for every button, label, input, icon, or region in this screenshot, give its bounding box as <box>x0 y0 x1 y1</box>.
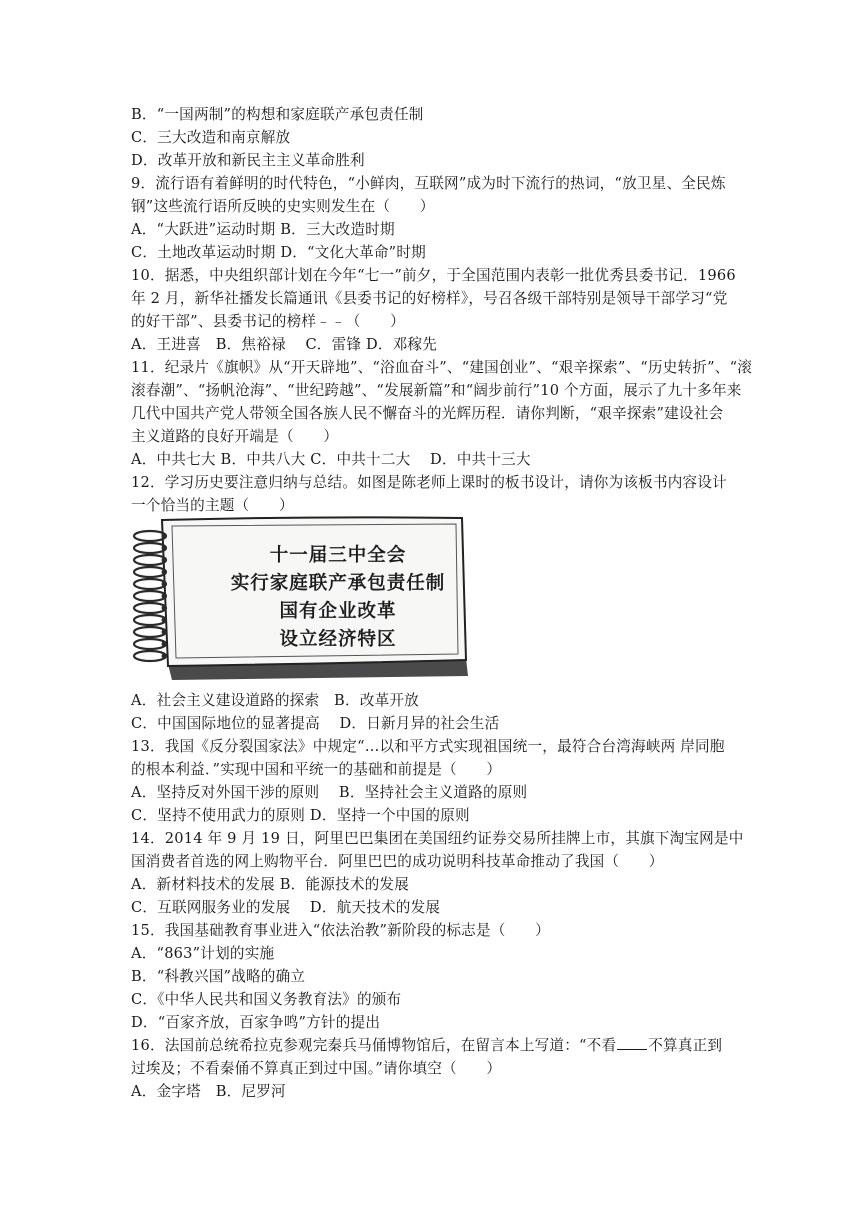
option-line: A．金字塔 B．尼罗河 <box>131 1083 286 1100</box>
board-content <box>208 542 468 654</box>
question-9-line: 9．流行语有着鲜明的时代特色，“小鲜肉，互联网”成为时下流行的热词，“放卫星、全民炼 <box>131 175 726 192</box>
option-line: C．中国国际地位的显著提高 D．日新月异的社会生活 <box>131 715 500 732</box>
question-9-line: 钢”这些流行语所反映的史实则发生在（ ） <box>131 198 435 215</box>
option-line: D．改革开放和新民主主义革命胜利 <box>131 152 365 169</box>
option-line: B．“科教兴国”战略的确立 <box>131 968 306 985</box>
question-11-line: 几代中国共产党人带领全国各族人民不懈奋斗的光辉历程．请你判断，“艰辛探索”建设社会 <box>131 405 724 422</box>
option-line: C．土地改革运动时期 D．“文化大革命”时期 <box>131 244 426 261</box>
question-15-line: 15．我国基础教育事业进入“依法治教”新阶段的标志是（ ） <box>131 922 550 939</box>
question-16-text: 不算真正到 <box>648 1037 723 1054</box>
question-10-line: 10．据悉，中央组织部计划在今年“七一”前夕，于全国范围内表彰一批优秀县委书记．1966 <box>131 267 736 284</box>
question-11-line: 滚春潮”、“扬帆沧海”、“世纪跨越”、“发展新篇”和“阔步前行”10 个方面，展示了九十多年来 <box>131 382 742 399</box>
option-line: B．“一国两制”的构想和家庭联产承包责任制 <box>131 106 424 123</box>
option-line: A．新材料技术的发展 B．能源技术的发展 <box>131 876 409 893</box>
option-line: C．三大改造和南京解放 <box>131 129 291 146</box>
question-10-line: 的好干部”、县委书记的榜样﹣﹣（ ） <box>131 313 405 330</box>
question-16-text: 16．法国前总统希拉克参观完秦兵马俑博物馆后，在留言本上写道：“不看 <box>131 1037 617 1054</box>
question-16-line <box>131 1035 731 1057</box>
question-14-line: 14．2014 年 9 月 19 日，阿里巴巴集团在美国纽约证券交易所挂牌上市，其旗下淘宝网是中 <box>131 830 744 847</box>
question-14-line: 国消费者首选的网上购物平台．阿里巴巴的成功说明科技革命推动了我国（ ） <box>131 853 664 870</box>
board-line: 国有企业改革 <box>279 601 397 622</box>
fill-in-blank <box>617 1035 647 1050</box>
question-13-line: 的根本利益．”实现中国和平统一的基础和前提是（ ） <box>131 761 502 778</box>
option-line: C．坚持不使用武力的原则 D．坚持一个中国的原则 <box>131 807 470 824</box>
question-11-line: 主义道路的良好开端是（ ） <box>131 428 339 445</box>
option-line: A．社会主义建设道路的探索 B．改革开放 <box>131 692 419 709</box>
question-12-line: 12．学习历史要注意归纳与总结。如图是陈老师上课时的板书设计，请你为该板书内容设计 <box>131 474 727 491</box>
question-16-line: 过埃及；不看秦俑不算真正到过中国。”请你填空（ ） <box>131 1060 502 1077</box>
question-13-line: 13．我国《反分裂国家法》中规定“…以和平方式实现祖国统一，最符合台湾海峡两 岸同胞 <box>131 738 725 755</box>
board-line: 十一届三中全会 <box>269 545 407 566</box>
board-line: 设立经济特区 <box>279 629 397 650</box>
board-line: 实行家庭联产承包责任制 <box>230 573 446 594</box>
option-line: A．“863”计划的实施 <box>131 945 275 962</box>
option-line: A．中共七大 B．中共八大 C．中共十二大 D．中共十三大 <box>131 451 531 468</box>
option-line: C．《中华人民共和国义务教育法》的颁布 <box>131 991 402 1008</box>
blackboard-notebook-figure <box>128 514 474 682</box>
option-line: A．王进喜 B．焦裕禄 C．雷锋 D．邓稼先 <box>131 336 438 353</box>
question-11-line: 11．纪录片《旗帜》从“开天辟地”、“浴血奋斗”、“建国创业”、“艰辛探索”、“历史转折”、“滚 <box>131 359 753 376</box>
option-line: D．“百家齐放，百家争鸣”方针的提出 <box>131 1014 381 1031</box>
question-10-line: 年 2 月，新华社播发长篇通讯《县委书记的好榜样》，号召各级干部特别是领导干部学习“党 <box>131 290 728 307</box>
question-12-line: 一个恰当的主题（ ） <box>131 497 294 514</box>
option-line: C．互联网服务业的发展 D．航天技术的发展 <box>131 899 441 916</box>
option-line: A．坚持反对外国干涉的原则 B．坚持社会主义道路的原则 <box>131 784 528 801</box>
option-line: A．“大跃进”运动时期 B．三大改造时期 <box>131 221 395 238</box>
